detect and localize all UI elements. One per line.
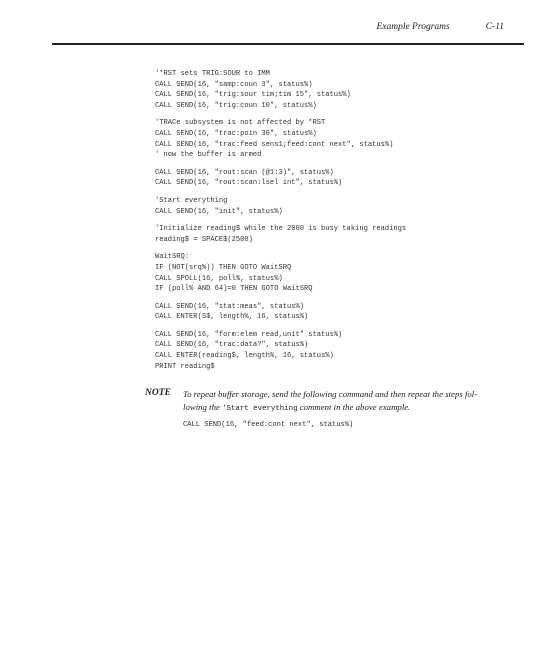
code-line: '*RST sets TRIG:SOUR to IMM — [155, 70, 270, 78]
code-block — [155, 252, 515, 294]
note-text — [183, 388, 508, 416]
code-block — [155, 69, 515, 111]
header-rule — [52, 43, 524, 45]
code-line: IF (poll% AND 64)=0 THEN GOTO WaitSRQ — [155, 285, 313, 294]
note-label: NOTE — [145, 388, 171, 398]
code-line: CALL SEND(16, "trac:data?", status%) — [155, 341, 309, 350]
section-title: Example Programs — [376, 22, 450, 32]
code-line: ' now the buffer is armed — [155, 151, 262, 160]
code-line: CALL SEND(16, "form:elem read,unit" status%) — [155, 330, 343, 339]
code-line: CALL SEND(16, "stat:meas", status%) — [155, 302, 304, 311]
code-line: CALL SEND(16, "trac:feed sens1;feed:cont next", status%) — [155, 140, 394, 149]
code-line: CALL SEND(16, "rout:scan:lsel int", status%) — [155, 179, 343, 188]
code-block — [155, 330, 515, 372]
code-line: CALL SEND(16, "trac:poin 30", status%) — [155, 129, 317, 138]
note-inline-code: 'Start everything — [222, 405, 298, 413]
code-block — [155, 168, 515, 189]
note-text-line2-start: lowing the — [183, 402, 223, 412]
code-line: CALL ENTER(S$, length%, 16, status%) — [155, 313, 309, 322]
code-line: 'Initialize reading$ while the 2000 is busy taking readings — [155, 225, 407, 234]
code-line: CALL SEND(16, "samp:coun 3", status%) — [155, 80, 313, 89]
code-line: PRINT reading$ — [155, 362, 215, 371]
code-block — [155, 196, 515, 217]
code-line: CALL ENTER(reading$, length%, 16, status%) — [155, 352, 334, 361]
code-block — [155, 224, 515, 245]
code-line: CALL SPOLL(16, poll%, status%) — [155, 274, 283, 283]
note-code-line: CALL SEND(16, "feed:cont next", status%) — [183, 421, 354, 429]
code-line: IF (NOT(srq%)) THEN GOTO WaitSRQ — [155, 263, 292, 272]
code-line: CALL SEND(16, "trig:sour tim;tim 15", status%) — [155, 91, 351, 100]
code-line: CALL SEND(16, "rout:scan (@1:3)", status%) — [155, 168, 334, 177]
note-text-line2-end: comment in the above example. — [297, 402, 411, 412]
code-line: 'TRACe subsystem is not affected by *RST — [155, 119, 326, 128]
page-header — [376, 22, 504, 32]
code-block — [155, 118, 515, 160]
code-line: CALL SEND(16, "trig:coun 10", status%) — [155, 101, 317, 110]
page-number: C-11 — [485, 22, 504, 32]
note-text-line1: To repeat buffer storage, send the following command and then repeat the steps fol- — [183, 389, 478, 399]
code-line: reading$ = SPACE$(2500) — [155, 235, 253, 244]
code-block — [155, 302, 515, 323]
code-listing — [155, 69, 515, 379]
code-line: CALL SEND(16, "init", status%) — [155, 207, 283, 216]
code-line: 'Start everything — [155, 196, 228, 205]
code-line: WaitSRQ: — [155, 253, 190, 262]
